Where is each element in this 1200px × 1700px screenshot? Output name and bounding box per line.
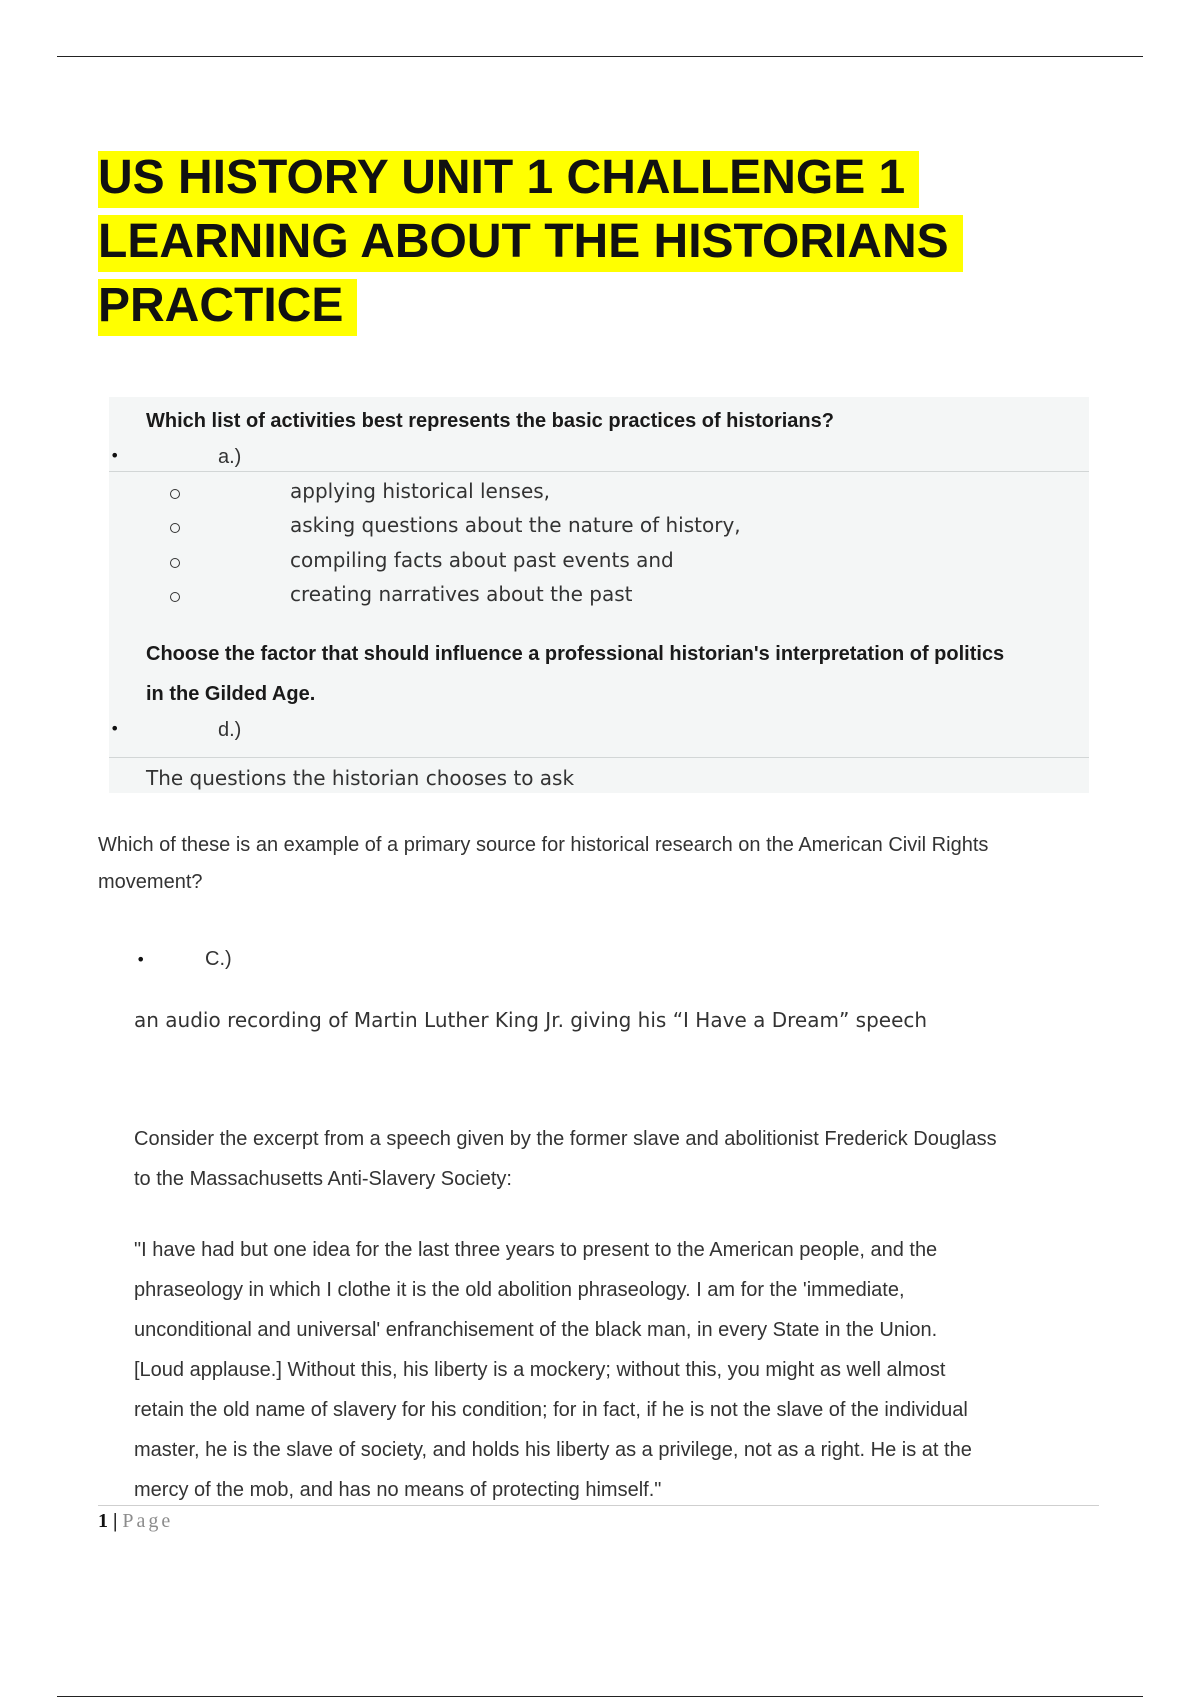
- header-rule: [57, 56, 1143, 57]
- quote-line: master, he is the slave of society, and holds his liberty as a privilege, not as a right. He is at the: [134, 1439, 972, 1461]
- page-separator: |: [113, 1510, 118, 1532]
- quote-line: phraseology in which I clothe it is the old abolition phraseology. I am for the 'immediate,: [134, 1279, 905, 1301]
- option-3: compiling facts about past events and: [290, 548, 674, 572]
- quote-line: unconditional and universal' enfranchisement of the black man, in every State in the Union.: [134, 1319, 938, 1341]
- divider: [109, 471, 1089, 472]
- question-2-line-2: in the Gilded Age.: [146, 683, 316, 705]
- circle-bullet-icon: [170, 558, 180, 568]
- question-2-line-1: Choose the factor that should influence a professional historian's interpretation of politics: [146, 643, 1005, 665]
- option-2: asking questions about the nature of history,: [290, 513, 741, 537]
- intro-line: to the Massachusetts Anti-Slavery Society:: [134, 1168, 512, 1190]
- circle-bullet-icon: [170, 523, 180, 533]
- circle-bullet-icon: [170, 489, 180, 499]
- answer-letter-1: a.): [218, 446, 242, 468]
- page-title: [98, 146, 1098, 338]
- question-4-intro: [134, 1119, 1104, 1199]
- bottom-rule: [57, 1696, 1143, 1697]
- page-number: 1: [98, 1510, 108, 1532]
- question-3-line-1: Which of these is an example of a primary source for historical research on the American Civil Rights: [98, 834, 989, 856]
- option-1: applying historical lenses,: [290, 479, 551, 503]
- quote-line: [Loud applause.] Without this, his liberty is a mockery; without this, you might as well almost: [134, 1359, 946, 1381]
- answer-2: The questions the historian chooses to ask: [146, 766, 575, 790]
- answer-letter-2: d.): [218, 719, 242, 741]
- bullet-icon: •: [110, 719, 120, 738]
- title-line-3: PRACTICE: [98, 279, 357, 336]
- bullet-icon: •: [110, 446, 120, 465]
- question-1: Which list of activities best represents the basic practices of historians?: [146, 410, 834, 432]
- page-word: Page: [122, 1510, 174, 1532]
- footer-rule: [98, 1505, 1099, 1506]
- divider: [109, 757, 1089, 758]
- option-4: creating narratives about the past: [290, 582, 633, 606]
- title-line-2: LEARNING ABOUT THE HISTORIANS: [98, 215, 963, 272]
- quote-line: mercy of the mob, and has no means of protecting himself.": [134, 1479, 662, 1501]
- douglass-quote: [134, 1230, 1104, 1510]
- circle-bullet-icon: [170, 592, 180, 602]
- title-line-1: US HISTORY UNIT 1 CHALLENGE 1: [98, 151, 919, 208]
- quote-line: "I have had but one idea for the last three years to present to the American people, and the: [134, 1239, 938, 1261]
- page-footer: [98, 1510, 173, 1533]
- quote-line: retain the old name of slavery for his condition; for in fact, if he is not the slave of the individual: [134, 1399, 968, 1421]
- intro-line: Consider the excerpt from a speech given by the former slave and abolitionist Frederick Douglass: [134, 1128, 997, 1150]
- answer-letter-3: C.): [205, 948, 232, 970]
- question-3-line-2: movement?: [98, 871, 203, 893]
- bullet-icon: •: [136, 950, 146, 969]
- answer-3: an audio recording of Martin Luther King Jr. giving his “I Have a Dream” speech: [134, 1008, 928, 1032]
